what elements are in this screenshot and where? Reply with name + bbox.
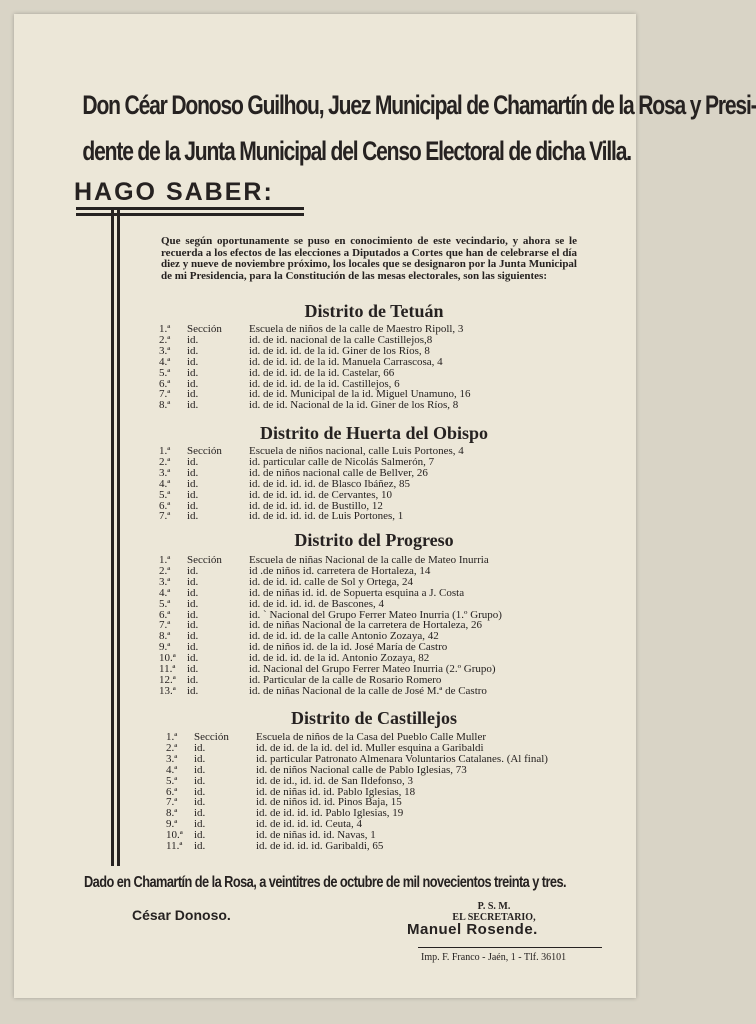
dated-statement: Dado en Chamartín de la Rosa, a veintitres de octubre de mil novecientos treinta y tres. — [83, 874, 567, 891]
section-number: 3.ª — [166, 752, 178, 765]
section-number: 6.ª — [166, 785, 178, 798]
section-location: id. de niñas id. id. Pablo Iglesias, 18 — [256, 785, 416, 798]
section-location: id. de niñas id. id. Navas, 1 — [256, 829, 376, 842]
hago-saber-heading: HAGO SABER: — [74, 178, 274, 206]
poster-sheet — [14, 14, 756, 998]
section-number: 7.ª — [166, 796, 178, 809]
section-location: id. de id. id. id. de Blasco Ibáñez, 85 — [249, 477, 410, 490]
section-location: id. de niños id. id. Pinos Baja, 15 — [256, 796, 402, 809]
section-label: id. — [187, 564, 199, 577]
section-number: 6.ª — [159, 499, 171, 512]
section-number: 2.ª — [159, 333, 171, 346]
section-number: 10.ª — [166, 829, 183, 842]
intro-paragraph: Que según oportunamente se puso en conocimiento de este vecindario, y ahora se le recuerda a los efectos de las elecciones a Diputados a Cortes que han de celebrarse el día diez y nueve de noviembre próximo, los locales que se designaron por la Junta Municipal de mi Presidencia, para la Constitución de las mesas electorales, son las siguientes: — [161, 235, 577, 282]
district-title: Distrito del Progreso — [294, 530, 454, 550]
section-label: id. — [187, 366, 199, 379]
section-label: id. — [194, 796, 206, 809]
section-label: id. — [194, 741, 206, 754]
section-label: id. — [187, 488, 199, 501]
section-number: 4.ª — [159, 355, 171, 368]
section-location: id. de id. id. de la id. Manuela Carrascosa, 4 — [249, 355, 443, 368]
section-label: id. — [194, 807, 206, 820]
section-label: id. — [194, 840, 206, 852]
section-location: id. de id. id. id. de Bascones, 4 — [249, 597, 385, 610]
section-label: id. — [187, 608, 199, 621]
section-location: id. de id. Municipal de la id. Miguel Unamuno, 16 — [249, 388, 471, 401]
section-number: 3.ª — [159, 466, 171, 479]
header-line-2: dente de la Junta Municipal del Censo Electoral de dicha Villa. — [82, 136, 631, 166]
section-label: id. — [187, 344, 199, 357]
section-number: 5.ª — [159, 488, 171, 501]
section-location: id. de id. id. id. Ceuta, 4 — [256, 818, 363, 831]
section-number: 9.ª — [166, 818, 178, 831]
section-location: Escuela de niños nacional, calle Luis Portones, 4 — [249, 445, 464, 457]
section-label: id. — [187, 355, 199, 368]
section-label: id. — [187, 619, 199, 632]
section-number: 5.ª — [166, 774, 178, 787]
section-label: id. — [187, 333, 199, 346]
section-location: id. de niñas Nacional de la carretera de Hortaleza, 26 — [249, 619, 483, 632]
section-location: id. de id. id. de la calle Antonio Zozaya, 42 — [249, 630, 439, 643]
section-location: id .de niños id. carretera de Hortaleza, 14 — [249, 564, 431, 577]
section-number: 8.ª — [166, 807, 178, 820]
section-number: 1.ª — [166, 731, 178, 743]
section-number: 4.ª — [159, 477, 171, 490]
section-label: Sección — [194, 731, 229, 743]
section-number: 5.ª — [159, 366, 171, 379]
section-location: id. particular Patronato Almenara Voluntarios Catalanes. (Al final) — [256, 752, 548, 765]
section-location: Escuela de niños de la calle de Maestro Ripoll, 3 — [249, 323, 464, 335]
left-vertical-rule — [111, 210, 120, 866]
section-label: id. — [187, 388, 199, 401]
signer-right: Manuel Rosende. — [407, 921, 538, 938]
section-number: 8.ª — [159, 399, 171, 412]
section-location: id. de id. id. de la id. Castillejos, 6 — [249, 377, 400, 390]
section-number: 7.ª — [159, 510, 171, 523]
section-number: 11.ª — [159, 663, 176, 675]
section-location: id. de id. id. calle de Sol y Ortega, 24 — [249, 575, 414, 588]
section-number: 6.ª — [159, 608, 171, 621]
section-label: id. — [187, 673, 199, 686]
section-label: id. — [194, 752, 206, 765]
section-location: Escuela de niños de la Casa del Pueblo Calle Muller — [256, 731, 487, 743]
section-label: id. — [187, 586, 199, 599]
section-number: 4.ª — [159, 586, 171, 599]
secretary-label: EL SECRETARIO, — [452, 912, 536, 923]
section-number: 7.ª — [159, 388, 171, 401]
section-label: id. — [194, 829, 206, 842]
section-label: id. — [194, 774, 206, 787]
section-location: id. de id. id. id. Garibaldi, 65 — [256, 840, 384, 852]
section-label: id. — [187, 663, 199, 675]
section-number: 6.ª — [159, 377, 171, 390]
section-label: Sección — [187, 323, 222, 335]
section-location: id. Particular de la calle de Rosario Romero — [249, 673, 442, 686]
district-title: Distrito de Huerta del Obispo — [260, 423, 488, 443]
section-location: id. de id. id. de la id. Antonio Zozaya, 82 — [249, 652, 430, 665]
section-location: id. de niños Nacional calle de Pablo Iglesias, 73 — [256, 763, 467, 776]
signer-left: César Donoso. — [132, 907, 231, 923]
section-label: id. — [187, 510, 199, 523]
section-number: 1.ª — [159, 554, 171, 566]
section-location: id. de id. nacional de la calle Castillejos,8 — [249, 333, 433, 346]
section-location: id. ` Nacional del Grupo Ferrer Mateo Inurria (1.º Grupo) — [249, 608, 502, 621]
section-number: 2.ª — [159, 564, 171, 577]
section-label: id. — [194, 785, 206, 798]
section-location: id. de niñas Nacional de la calle de José M.ª de Castro — [249, 684, 487, 697]
section-location: id. de id. Nacional de la id. Giner de los Ríos, 8 — [249, 399, 459, 412]
section-location: id. de niños id. de la id. José María de Castro — [249, 641, 448, 654]
section-location: id. de id. id. de la id. Castelar, 66 — [249, 366, 395, 379]
section-location: id. de id. id. id. de Bustillo, 12 — [249, 499, 383, 512]
section-label: id. — [187, 630, 199, 643]
section-location: id. de id., id. id. de San Ildefonso, 3 — [256, 774, 414, 787]
section-label: id. — [187, 455, 199, 468]
section-number: 1.ª — [159, 323, 171, 335]
section-number: 1.ª — [159, 445, 171, 457]
section-location: id. particular calle de Nicolás Salmerón, 7 — [249, 455, 435, 468]
section-label: id. — [187, 399, 199, 412]
section-number: 13.ª — [159, 684, 176, 697]
section-location: id. de id. id. id. de Luis Portones, 1 — [249, 510, 404, 523]
section-location: id. de id. id. id. Pablo Iglesias, 19 — [256, 807, 404, 820]
section-label: id. — [187, 641, 199, 654]
section-location: id. de id. de la id. del id. Muller esquina a Garibaldi — [256, 741, 484, 754]
section-number: 5.ª — [159, 597, 171, 610]
district-title: Distrito de Castillejos — [291, 708, 457, 728]
section-label: id. — [187, 377, 199, 390]
section-label: id. — [187, 477, 199, 490]
section-label: id. — [187, 466, 199, 479]
section-label: id. — [187, 499, 199, 512]
section-label: Sección — [187, 554, 222, 566]
section-label: id. — [187, 652, 199, 665]
section-number: 11.ª — [166, 840, 183, 852]
header-line-1: Don Céar Donoso Guilhou, Juez Municipal de Chamartín de la Rosa y Presi- — [82, 90, 756, 120]
section-location: Escuela de niñas Nacional de la calle de Mateo Inurria — [249, 554, 489, 566]
secretary-block — [414, 901, 574, 923]
section-number: 3.ª — [159, 344, 171, 357]
district-title: Distrito de Tetuán — [304, 301, 444, 321]
section-location: id. de id. id. de la id. Giner de los Ríos, 8 — [249, 344, 430, 357]
psm-label: P. S. M. — [477, 901, 511, 912]
section-label: id. — [187, 575, 199, 588]
section-number: 7.ª — [159, 619, 171, 632]
section-number: 4.ª — [166, 763, 178, 776]
printer-rule — [418, 947, 602, 948]
section-number: 10.ª — [159, 652, 176, 665]
section-label: id. — [194, 818, 206, 831]
section-number: 2.ª — [159, 455, 171, 468]
printer-credit: Imp. F. Franco - Jaén, 1 - Tlf. 36101 — [421, 952, 567, 963]
section-location: id. Nacional del Grupo Ferrer Mateo Inurria (2.º Grupo) — [249, 663, 496, 675]
section-number: 8.ª — [159, 630, 171, 643]
section-number: 12.ª — [159, 673, 176, 686]
section-label: id. — [187, 597, 199, 610]
section-location: id. de id. id. id. de Cervantes, 10 — [249, 488, 392, 501]
section-number: 2.ª — [166, 741, 178, 754]
section-number: 9.ª — [159, 641, 171, 654]
section-label: id. — [187, 684, 199, 697]
section-number: 3.ª — [159, 575, 171, 588]
section-location: id. de niños nacional calle de Bellver, 26 — [249, 466, 428, 479]
section-label: id. — [194, 763, 206, 776]
section-label: Sección — [187, 445, 222, 457]
section-location: id. de niñas id. id. de Sopuerta esquina a J. Costa — [249, 586, 465, 599]
